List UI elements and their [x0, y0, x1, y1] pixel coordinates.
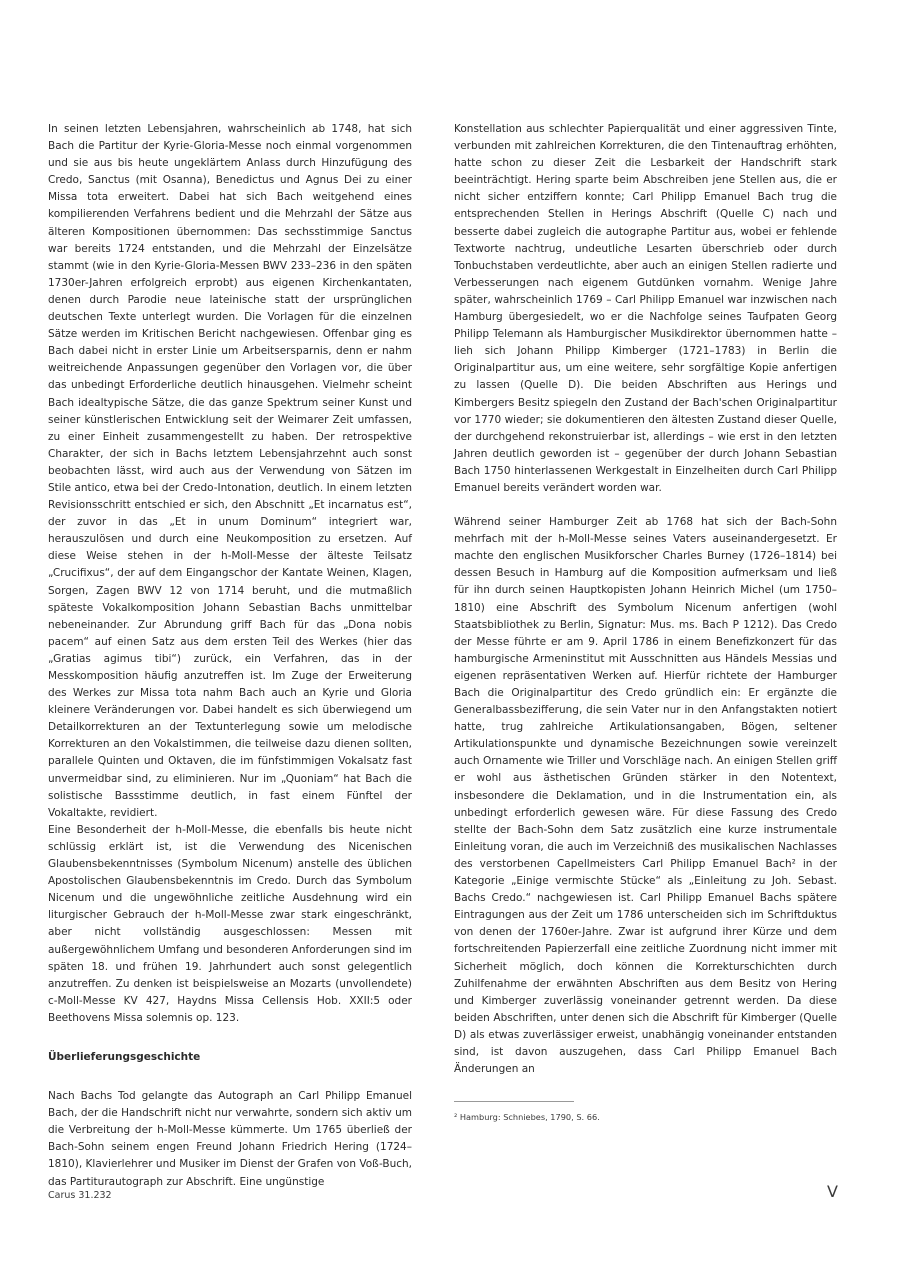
body-paragraph: Nach Bachs Tod gelangte das Autograph an Carl Philipp Emanuel Bach, der die Handschrift nicht nur verwahrte, sondern sich aktiv um die Verbreitung der h-Moll-Messe kümmerte. Um 1765 überließ der Bach-Sohn seinem engen Freund Johann Friedrich Hering (1724–1810), Klavierlehrer und Musiker im Dienst der Grafen von Voß-Buch, das Partiturautograph zur Abschrift. Eine ungünstige [48, 1090, 412, 1188]
body-paragraph: Konstellation aus schlechter Papierqualität und einer aggressiven Tinte, verbunden mit zahlreichen Korrekturen, die den Tintenauftrag erhöhten, hatte schon zu dieser Zeit die Lesbarkeit der Handschrift stark beeinträchtigt. Hering sparte beim Abschreiben jene Stellen aus, die er nicht sicher entziffern konnte; Carl Philipp Emanuel Bach trug die entsprechenden Stellen in Herings Abschrift (Quelle C) nach und besserte dabei zugleich die autographe Partitur aus, wobei er fehlende Textworte nachtrug, undeutliche Lesarten überschrieb oder durch Tonbuchstaben verdeutlichte, aber auch an einigen Stellen radierte und Verbesserungen nach eigenem Gutdünken vornahm. Wenige Jahre später, wahrscheinlich 1769 – Carl Philipp Emanuel war inzwischen nach Hamburg übergesiedelt, wo er die Nachfolge seines Taufpaten Georg Philipp Telemann als Hamburgischer Musikdirektor übernommen hatte – lieh sich Johann Philipp Kimberger (1721–1783) in Berlin die Originalpartitur aus, um eine weitere, sehr sorgfältige Kopie anfertigen zu lassen (Quelle D). Die beiden Abschriften aus Herings und Kimbergers Besitz spiegeln den Zustand der Bach'schen Originalpartitur vor 1770 wieder; sie dokumentieren den ältesten Zustand dieser Quelle, der durchgehend rekonstruierbar ist, allerdings – wie erst in den letzten Jahren deutlich geworden ist – gegenüber der durch Johann Sebastian Bach 1750 hinterlassenen Werkgestalt in Einzelheiten durch Carl Philipp Emanuel bereits verändert worden war. [454, 123, 837, 494]
paragraph-spacer [48, 1027, 412, 1049]
page-number: V [827, 1182, 838, 1201]
body-paragraph: Während seiner Hamburger Zeit ab 1768 hat sich der Bach-Sohn mehrfach mit der h-Moll-Messe seines Vaters auseinandergesetzt. Er machte den englischen Musikforscher Charles Burney (1726–1814) bei dessen Besuch in Hamburg auf die Komposition aufmerksam und ließ für ihn durch seinen Hauptkopisten Johann Heinrich Michel (um 1750–1810) eine Abschrift des Symbolum Nicenum anfertigen (wohl Staatsbibliothek zu Berlin, Signatur: Mus. ms. Bach P 1212). Das Credo der Messe führte er am 9. April 1786 in einem Benefizkonzert für das hamburgische Armeninstitut mit Ausschnitten aus Händels Messias und eigenen repräsentativen Werken auf. Hierfür richtete der Hamburger Bach die Originalpartitur des Credo gründlich ein: Er ergänzte die Generalbassbezifferung, die sein Vater nur in den Anfangstakten notiert hatte, trug zahlreiche Artikulationsangaben, Bögen, seltener Artikulationspunkte und dynamische Bezeichnungen sowie vereinzelt auch Ornamente wie Triller und Vorschläge nach. An einigen Stellen griff er wohl aus ästhetischen Gründen stärker in den Notentext, insbesondere die Deklamation, und in die Instrumentation ein, als unbedingt erforderlich gewesen wäre. Für diese Fassung des Credo stellte der Bach-Sohn dem Satz zusätzlich eine kurze instrumentale Einleitung voran, die auch im Verzeichniß des musikalischen Nachlasses des verstorbenen Capellmeisters Carl Philipp Emanuel Bach² in der Kategorie „Einige vermischte Stücke“ als „Einleitung zu Joh. Sebast. Bachs Credo.“ nachgewiesen ist. Carl Philipp Emanuel Bachs spätere Eintragungen aus der Zeit um 1786 unterscheiden sich im Schriftduktus von denen der 1760er-Jahre. Zwar ist aufgrund ihrer Kürze und dem fortschreitenden Papierzerfall eine zeitliche Zuordnung nicht immer mit Sicherheit möglich, doch können die Korrekturschichten durch Zuhilfenahme der erwähnten Abschriften aus dem Besitz von Hering und Kimberger zuverlässig voneinander getrennt werden. Da diese beiden Abschriften, unter denen sich die Abschrift für Kimberger (Quelle D) als etwas zuverlässiger erweist, unabhängig voneinander entstanden sind, ist davon auszugehen, dass Carl Philipp Emanuel Bach Änderungen an [454, 516, 837, 1076]
section-heading: Überlieferungsgeschichte [48, 1050, 201, 1063]
footnote: ² Hamburg: Schniebes, 1790, S. 66. [454, 1112, 600, 1122]
right-column [454, 121, 837, 1078]
left-column [48, 121, 412, 1191]
body-paragraph: Eine Besonderheit der h-Moll-Messe, die ebenfalls bis heute nicht schlüssig erklärt ist, ist die Verwendung des Nicenischen Glaubensbekenntnisses (Symbolum Nicenum) anstelle des üblichen Apostolischen Glaubensbekenntnis im Credo. Durch das Symbolum Nicenum und die ungewöhnliche zeitliche Ausdehnung wird ein liturgischer Gebrauch der h-Moll-Messe zwar stark eingeschränkt, aber nicht vollständig ausgeschlossen: Messen mit außergewöhnlichem Umfang und besonderen Anforderungen sind im späten 18. und frühen 19. Jahrhundert auch sonst gelegentlich anzutreffen. Zu denken ist beispielsweise an Mozarts (unvollendete) c-Moll-Messe KV 427, Haydns Missa Cellensis Hob. XXII:5 oder Beethovens Missa solemnis op. 123. [48, 823, 412, 1024]
footer-publisher-number: Carus 31.232 [48, 1190, 112, 1201]
body-paragraph: In seinen letzten Lebensjahren, wahrscheinlich ab 1748, hat sich Bach die Partitur der Kyrie-Gloria-Messe noch einmal vorgenommen und sie aus bis heute ungeklärtem Anlass durch Hinzufügung des Credo, Sanctus (mit Osanna), Benedictus und Agnus Dei zu einer Missa tota erweitert. Dabei hat sich Bach weitgehend eines kompilierenden Verfahrens bedient und die Mehrzahl der Sätze aus älteren Kompositionen übernommen: Das sechsstimmige Sanctus war bereits 1724 entstanden, und die Mehrzahl der Einzelsätze stammt (wie in den Kyrie-Gloria-Messen BWV 233–236 in den späten 1730er-Jahren erfolgreich erprobt) aus eigenen Kirchenkantaten, denen durch Parodie neue lateinische statt der ursprünglichen deutschen Texte unterlegt wurden. Die Vorlagen für die einzelnen Sätze werden im Kritischen Bericht nachgewiesen. Offenbar ging es Bach dabei nicht in erster Linie um Arbeitsersparnis, denn er nahm weitreichende Anpassungen gegenüber den Vorlagen vor, die über das unbedingt Erforderliche deutlich hinausgehen. Vielmehr scheint Bach idealtypische Sätze, die das ganze Spektrum seiner Kunst und seiner künstlerischen Entwicklung seit der Weimarer Zeit umfassen, zu einer Einheit zusammengestellt zu haben. Der retrospektive Charakter, der sich in Bachs letztem Lebensjahrzehnt auch sonst beobachten lässt, wird auch aus der Verwendung von Sätzen im Stile antico, etwa bei der Credo-Intonation, deutlich. In einem letzten Revisionsschritt entschied er sich, den Abschnitt „Et incarnatus est“, der zuvor in das „Et in unum Dominum“ integriert war, herauszulösen und durch eine Neukomposition zu ersetzen. Auf diese Weise stehen in der h-Moll-Messe der älteste Teilsatz „Crucifixus“, der auf dem Eingangschor der Kantate Weinen, Klagen, Sorgen, Zagen BWV 12 von 1714 beruht, und die mutmaßlich späteste Vokalkomposition Johann Sebastian Bachs unmittelbar nebeneinander. Zur Abrundung griff Bach für das „Dona nobis pacem“ auf einen Satz aus dem ersten Teil des Werkes (hier das „Gratias agimus tibi“) zurück, ein Verfahren, das in der Messkomposition häufig anzutreffen ist. Im Zuge der Erweiterung des Werkes zur Missa tota nahm Bach auch an Kyrie und Gloria kleinere Veränderungen vor. Dabei handelt es sich überwiegend um Detailkorrekturen an der Textunterlegung sowie um melodische Korrekturen an den Vokalstimmen, die teilweise dazu dienen sollten, parallele Quinten und Oktaven, die im fünfstimmigen Vokalsatz fast unvermeidbar sind, zu eliminieren. Nur im „Quoniam“ hat Bach die solistische Bassstimme deutlich, in fast einem Fünftel der Vokaltakte, revidiert. [48, 123, 412, 819]
paragraph-spacer [48, 1066, 412, 1088]
footnote-divider [454, 1101, 574, 1102]
paragraph-spacer [454, 497, 837, 514]
